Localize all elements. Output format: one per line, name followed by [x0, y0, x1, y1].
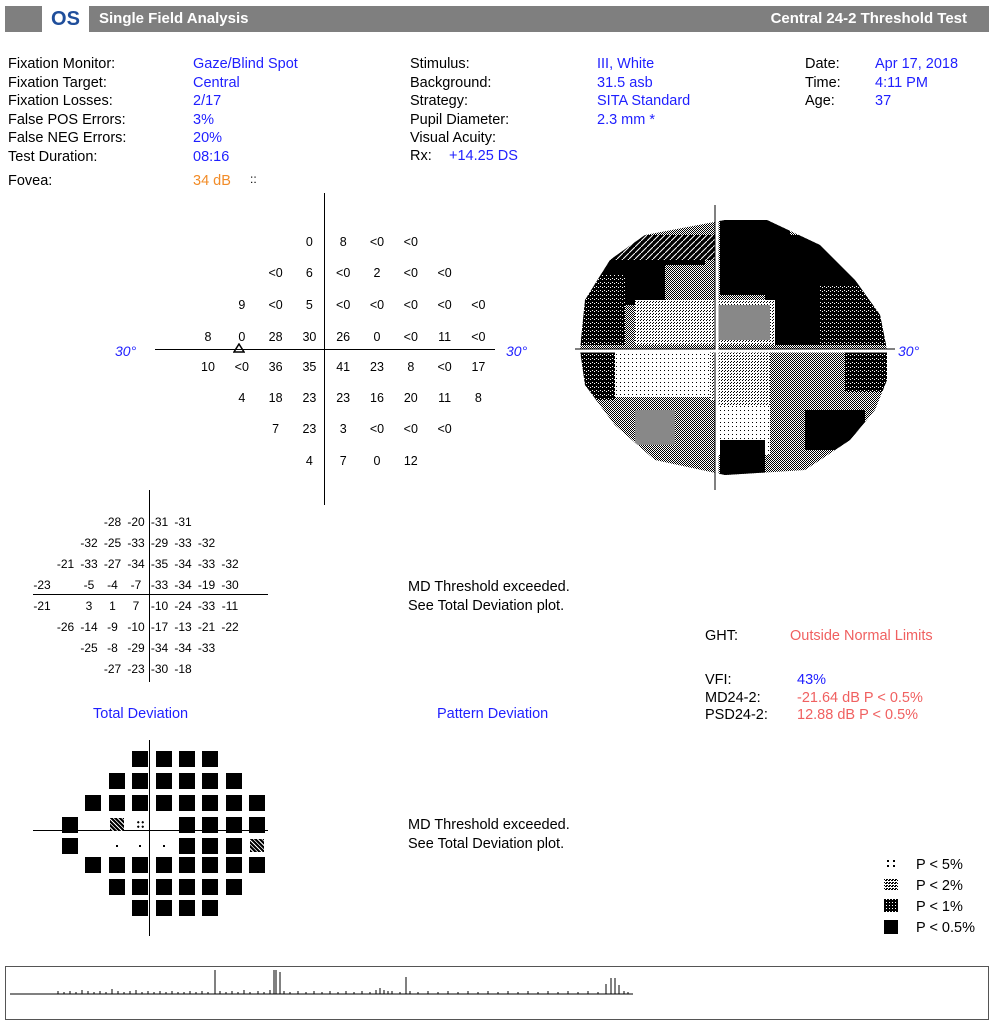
info-label: False NEG Errors: — [8, 130, 127, 146]
legend-label: P < 2% — [916, 878, 963, 894]
total-deviation-value: -33 — [150, 578, 169, 592]
legend-p05-icon — [884, 920, 898, 934]
threshold-value: 30 — [302, 330, 317, 344]
prob-cell-p05 — [109, 795, 125, 811]
md-value: -21.64 dB P < 0.5% — [797, 689, 923, 706]
total-deviation-value: -23 — [33, 578, 51, 592]
threshold-value: 11 — [438, 330, 452, 344]
info-value: 4:11 PM — [875, 74, 928, 91]
prob-cell-p05 — [156, 795, 172, 811]
threshold-value: 23 — [302, 422, 317, 436]
threshold-value: <0 — [268, 266, 283, 280]
total-deviation-value: -34 — [174, 557, 192, 571]
prob-cell-p05 — [85, 857, 101, 873]
prob-cell-p05 — [156, 751, 172, 767]
legend-p5-icon — [887, 860, 895, 867]
ght-label: GHT: — [705, 628, 739, 644]
header-bar — [5, 6, 989, 32]
total-deviation-value: -28 — [103, 515, 122, 529]
gaze-tracking-trace — [8, 967, 638, 1019]
total-deviation-value: -33 — [174, 536, 192, 550]
ght-value: Outside Normal Limits — [790, 628, 933, 644]
threshold-value: 0 — [305, 235, 313, 249]
threshold-value: 4 — [238, 391, 246, 405]
eye-badge: OS — [42, 6, 89, 32]
info-right-values — [875, 55, 958, 111]
total-deviation-value: -25 — [80, 641, 98, 655]
prob-cell-p05 — [179, 857, 195, 873]
threshold-degree-right: 30° — [506, 343, 528, 359]
total-deviation-value: -29 — [127, 641, 145, 655]
total-deviation-value: -18 — [174, 662, 192, 676]
total-deviation-value: -27 — [103, 662, 122, 676]
message-line: See Total Deviation plot. — [408, 835, 565, 852]
info-value: III, White — [597, 56, 655, 72]
threshold-value: <0 — [403, 235, 418, 249]
threshold-value: 7 — [272, 422, 280, 436]
total-deviation-value: -33 — [127, 536, 145, 550]
total-deviation-value: 1 — [109, 599, 116, 613]
threshold-value: <0 — [437, 266, 452, 280]
threshold-value: <0 — [403, 330, 418, 344]
threshold-value: 5 — [305, 298, 313, 312]
total-deviation-value: -7 — [130, 578, 142, 592]
prob-cell-p05 — [132, 879, 148, 895]
info-label: Age: — [805, 93, 835, 109]
threshold-value: <0 — [437, 422, 452, 436]
legend-p1-icon — [884, 899, 898, 912]
prob-cell-p05 — [226, 879, 242, 895]
threshold-value: <0 — [336, 298, 351, 312]
total-deviation-value: -32 — [221, 557, 239, 571]
total-deviation-value: -21 — [197, 620, 216, 634]
info-label: False POS Errors: — [8, 111, 126, 128]
info-value: SITA Standard — [597, 93, 691, 109]
fovea-symbol: :: — [250, 172, 257, 186]
total-deviation-value: -31 — [150, 515, 169, 529]
threshold-value: <0 — [437, 298, 452, 312]
total-deviation-value: -34 — [174, 578, 192, 592]
prob-cell-p05 — [109, 857, 125, 873]
prob-cell-p05 — [226, 795, 242, 811]
info-label: Background: — [410, 74, 492, 91]
prob-cell-normal — [163, 845, 165, 847]
total-deviation-value: -19 — [197, 578, 216, 592]
info-label: Date: — [805, 56, 840, 72]
info-value: 2/17 — [193, 93, 222, 109]
threshold-value: <0 — [268, 298, 283, 312]
prob-cell-p05 — [156, 857, 172, 873]
info-mid-values — [597, 55, 690, 129]
gaze-tracking-box — [5, 966, 989, 1020]
threshold-value: 0 — [238, 330, 246, 344]
info-label: Pupil Diameter: — [410, 111, 510, 128]
total-deviation-value: -5 — [83, 578, 95, 592]
legend-labels — [916, 855, 975, 939]
pattern-deviation-title: Pattern Deviation — [437, 706, 549, 722]
total-deviation-value: -27 — [103, 557, 122, 571]
pattern-message-1 — [408, 578, 570, 615]
prob-cell-p05 — [132, 857, 148, 873]
threshold-value: <0 — [471, 298, 486, 312]
info-label: Fixation Losses: — [8, 93, 113, 109]
message-line: MD Threshold exceeded. — [408, 817, 570, 833]
prob-cell-p05 — [109, 879, 125, 895]
grayscale-map — [575, 205, 895, 490]
prob-cell-p05 — [202, 857, 218, 873]
prob-cell-p05 — [202, 879, 218, 895]
prob-cell-p05 — [156, 879, 172, 895]
prob-cell-p05 — [156, 773, 172, 789]
prob-cell-p05 — [249, 857, 265, 873]
psd-value: 12.88 dB P < 0.5% — [797, 707, 919, 723]
info-value: 2.3 mm * — [597, 111, 656, 128]
total-deviation-value: -8 — [107, 641, 118, 655]
threshold-value: <0 — [369, 235, 385, 249]
prob-cell-p05 — [179, 900, 195, 916]
info-value: 08:16 — [193, 148, 230, 165]
threshold-value: 28 — [268, 330, 283, 344]
threshold-value: 36 — [268, 360, 283, 374]
index-label: MD24-2: — [705, 689, 761, 706]
threshold-value: <0 — [403, 422, 418, 436]
prob-cell-p05 — [132, 900, 148, 916]
prob-cell-normal — [139, 845, 141, 847]
total-deviation-value: -9 — [107, 620, 118, 634]
prob-cell-p05 — [179, 773, 195, 789]
threshold-degree-left: 30° — [115, 343, 137, 359]
rx-label: Rx: — [410, 148, 432, 164]
prob-cell-p05 — [179, 838, 195, 854]
info-label: Fixation Target: — [8, 74, 107, 91]
message-line: MD Threshold exceeded. — [408, 579, 570, 595]
totaldev-h-axis — [33, 594, 268, 595]
blind-spot-triangle-icon — [233, 343, 245, 353]
threshold-h-axis — [155, 349, 495, 350]
threshold-value: <0 — [471, 330, 486, 344]
total-deviation-value: -21 — [33, 599, 51, 613]
threshold-value: 8 — [407, 360, 415, 374]
total-deviation-value: -14 — [80, 620, 98, 634]
prob-cell-p05 — [202, 795, 218, 811]
prob-cell-normal — [116, 845, 118, 847]
vfi-value: 43% — [797, 672, 827, 688]
total-deviation-value: -34 — [174, 641, 192, 655]
prob-cell-p05 — [249, 795, 265, 811]
total-deviation-value: -33 — [197, 599, 216, 613]
total-deviation-value: -33 — [197, 557, 216, 571]
total-deviation-value: -10 — [150, 599, 169, 613]
total-deviation-value: -30 — [150, 662, 169, 676]
threshold-value: 20 — [403, 391, 418, 405]
threshold-value: 0 — [373, 330, 381, 344]
total-deviation-value: 7 — [132, 599, 140, 613]
total-deviation-value: -23 — [127, 662, 145, 676]
total-deviation-value: -4 — [107, 578, 118, 592]
info-mid-labels — [410, 55, 509, 148]
total-deviation-value: -10 — [127, 620, 145, 634]
info-value: 37 — [875, 93, 892, 109]
legend-symbols — [882, 856, 900, 936]
threshold-value: 11 — [438, 391, 452, 405]
total-deviation-value: -20 — [127, 515, 145, 529]
total-deviation-value: -24 — [174, 599, 192, 613]
prob-cell-p05 — [132, 795, 148, 811]
prob-cell-p05 — [226, 817, 242, 833]
total-deviation-value: -33 — [197, 641, 216, 655]
prob-cell-p1 — [250, 839, 264, 852]
grayscale-degree-right: 30° — [898, 343, 920, 359]
threshold-value: 8 — [474, 391, 482, 405]
total-deviation-value: -32 — [80, 536, 98, 550]
prob-cell-p05 — [226, 773, 242, 789]
prob-cell-p05 — [179, 817, 195, 833]
prob-cell-p05 — [202, 751, 218, 767]
prob-cell-p05 — [62, 838, 78, 854]
total-deviation-value: 3 — [85, 599, 93, 613]
total-deviation-value: -35 — [150, 557, 169, 571]
legend-label: P < 5% — [916, 857, 963, 873]
threshold-value: 41 — [336, 360, 351, 374]
index-label: PSD24-2: — [705, 707, 768, 723]
total-deviation-value: -29 — [150, 536, 169, 550]
threshold-value: <0 — [437, 360, 452, 374]
info-left-labels — [8, 55, 126, 166]
total-deviation-value: -30 — [221, 578, 239, 592]
info-label: Time: — [805, 74, 841, 91]
threshold-value: 0 — [373, 454, 381, 468]
prob-cell-p05 — [202, 773, 218, 789]
threshold-value: 12 — [403, 454, 418, 468]
threshold-value: 7 — [339, 454, 347, 468]
info-value: 31.5 asb — [597, 74, 653, 91]
legend-label: P < 1% — [916, 899, 963, 915]
threshold-value: 4 — [305, 454, 313, 468]
prob-cell-p05 — [179, 751, 195, 767]
threshold-value: 2 — [373, 266, 381, 280]
prob-cell-p05 — [179, 879, 195, 895]
report-title: Single Field Analysis — [99, 10, 249, 27]
threshold-value: <0 — [403, 266, 418, 280]
total-deviation-value: -33 — [80, 557, 98, 571]
legend-label: P < 0.5% — [916, 920, 975, 936]
threshold-value: 9 — [238, 298, 246, 312]
prob-cell-p05 — [226, 838, 242, 854]
prob-cell-p05 — [109, 773, 125, 789]
threshold-value: 10 — [201, 360, 215, 374]
threshold-value: <0 — [369, 422, 385, 436]
total-deviation-value: -25 — [103, 536, 122, 550]
threshold-value: <0 — [369, 298, 385, 312]
index-label: VFI: — [705, 672, 732, 688]
info-value: Gaze/Blind Spot — [193, 56, 298, 72]
threshold-value: 23 — [370, 360, 384, 374]
total-deviation-value: -26 — [56, 620, 75, 634]
info-label: Strategy: — [410, 93, 469, 109]
threshold-value: 18 — [268, 391, 283, 405]
info-value: Apr 17, 2018 — [875, 56, 959, 72]
info-value: 3% — [193, 111, 214, 128]
info-label: Stimulus: — [410, 56, 470, 72]
prob-cell-p5 — [136, 820, 145, 829]
total-deviation-value: -34 — [150, 641, 169, 655]
threshold-value: 23 — [302, 391, 317, 405]
threshold-value: 16 — [370, 391, 384, 405]
threshold-value: 17 — [471, 360, 486, 374]
prob-cell-p05 — [156, 900, 172, 916]
info-label: Visual Acuity: — [410, 130, 496, 146]
threshold-value: 8 — [204, 330, 212, 344]
threshold-value: 26 — [336, 330, 351, 344]
prob-v-axis — [149, 740, 150, 936]
total-deviation-value: -11 — [221, 599, 239, 613]
total-deviation-value: -21 — [56, 557, 75, 571]
indices-values — [797, 672, 923, 725]
prob-cell-p05 — [132, 773, 148, 789]
rx-value: +14.25 DS — [449, 148, 518, 164]
threshold-value: 8 — [339, 235, 347, 249]
total-deviation-value: -17 — [150, 620, 169, 634]
info-value: Central — [193, 74, 240, 91]
prob-cell-p05 — [62, 817, 78, 833]
info-label: Fixation Monitor: — [8, 56, 116, 72]
threshold-value: <0 — [234, 360, 249, 374]
total-deviation-value: -32 — [197, 536, 216, 550]
fovea-value: 34 dB — [193, 173, 231, 189]
threshold-value: 35 — [302, 360, 317, 374]
prob-cell-p05 — [226, 857, 242, 873]
prob-cell-p05 — [179, 795, 195, 811]
prob-cell-p05 — [85, 795, 101, 811]
total-deviation-title: Total Deviation — [93, 706, 189, 722]
prob-cell-p05 — [202, 817, 218, 833]
pattern-message-2 — [408, 816, 570, 853]
prob-cell-p05 — [202, 900, 218, 916]
total-deviation-value: -13 — [174, 620, 192, 634]
info-left-values — [193, 55, 298, 166]
total-deviation-value: -22 — [221, 620, 239, 634]
legend-p2-icon — [884, 878, 898, 891]
prob-cell-p05 — [202, 838, 218, 854]
info-value: 20% — [193, 130, 223, 146]
prob-cell-p1 — [110, 818, 124, 831]
info-right-labels — [805, 55, 841, 111]
info-label: Test Duration: — [8, 148, 98, 165]
threshold-value: <0 — [403, 298, 418, 312]
threshold-value: 6 — [305, 266, 313, 280]
total-deviation-value: -34 — [127, 557, 145, 571]
prob-cell-p05 — [249, 817, 265, 833]
test-name: Central 24-2 Threshold Test — [770, 10, 967, 27]
threshold-value: <0 — [336, 266, 351, 280]
message-line: See Total Deviation plot. — [408, 597, 565, 614]
threshold-value: 23 — [336, 391, 351, 405]
prob-cell-p05 — [132, 751, 148, 767]
threshold-v-axis — [324, 193, 325, 505]
fovea-label: Fovea: — [8, 173, 53, 189]
threshold-value: 3 — [339, 422, 347, 436]
total-deviation-value: -31 — [174, 515, 192, 529]
indices-labels — [705, 672, 768, 725]
